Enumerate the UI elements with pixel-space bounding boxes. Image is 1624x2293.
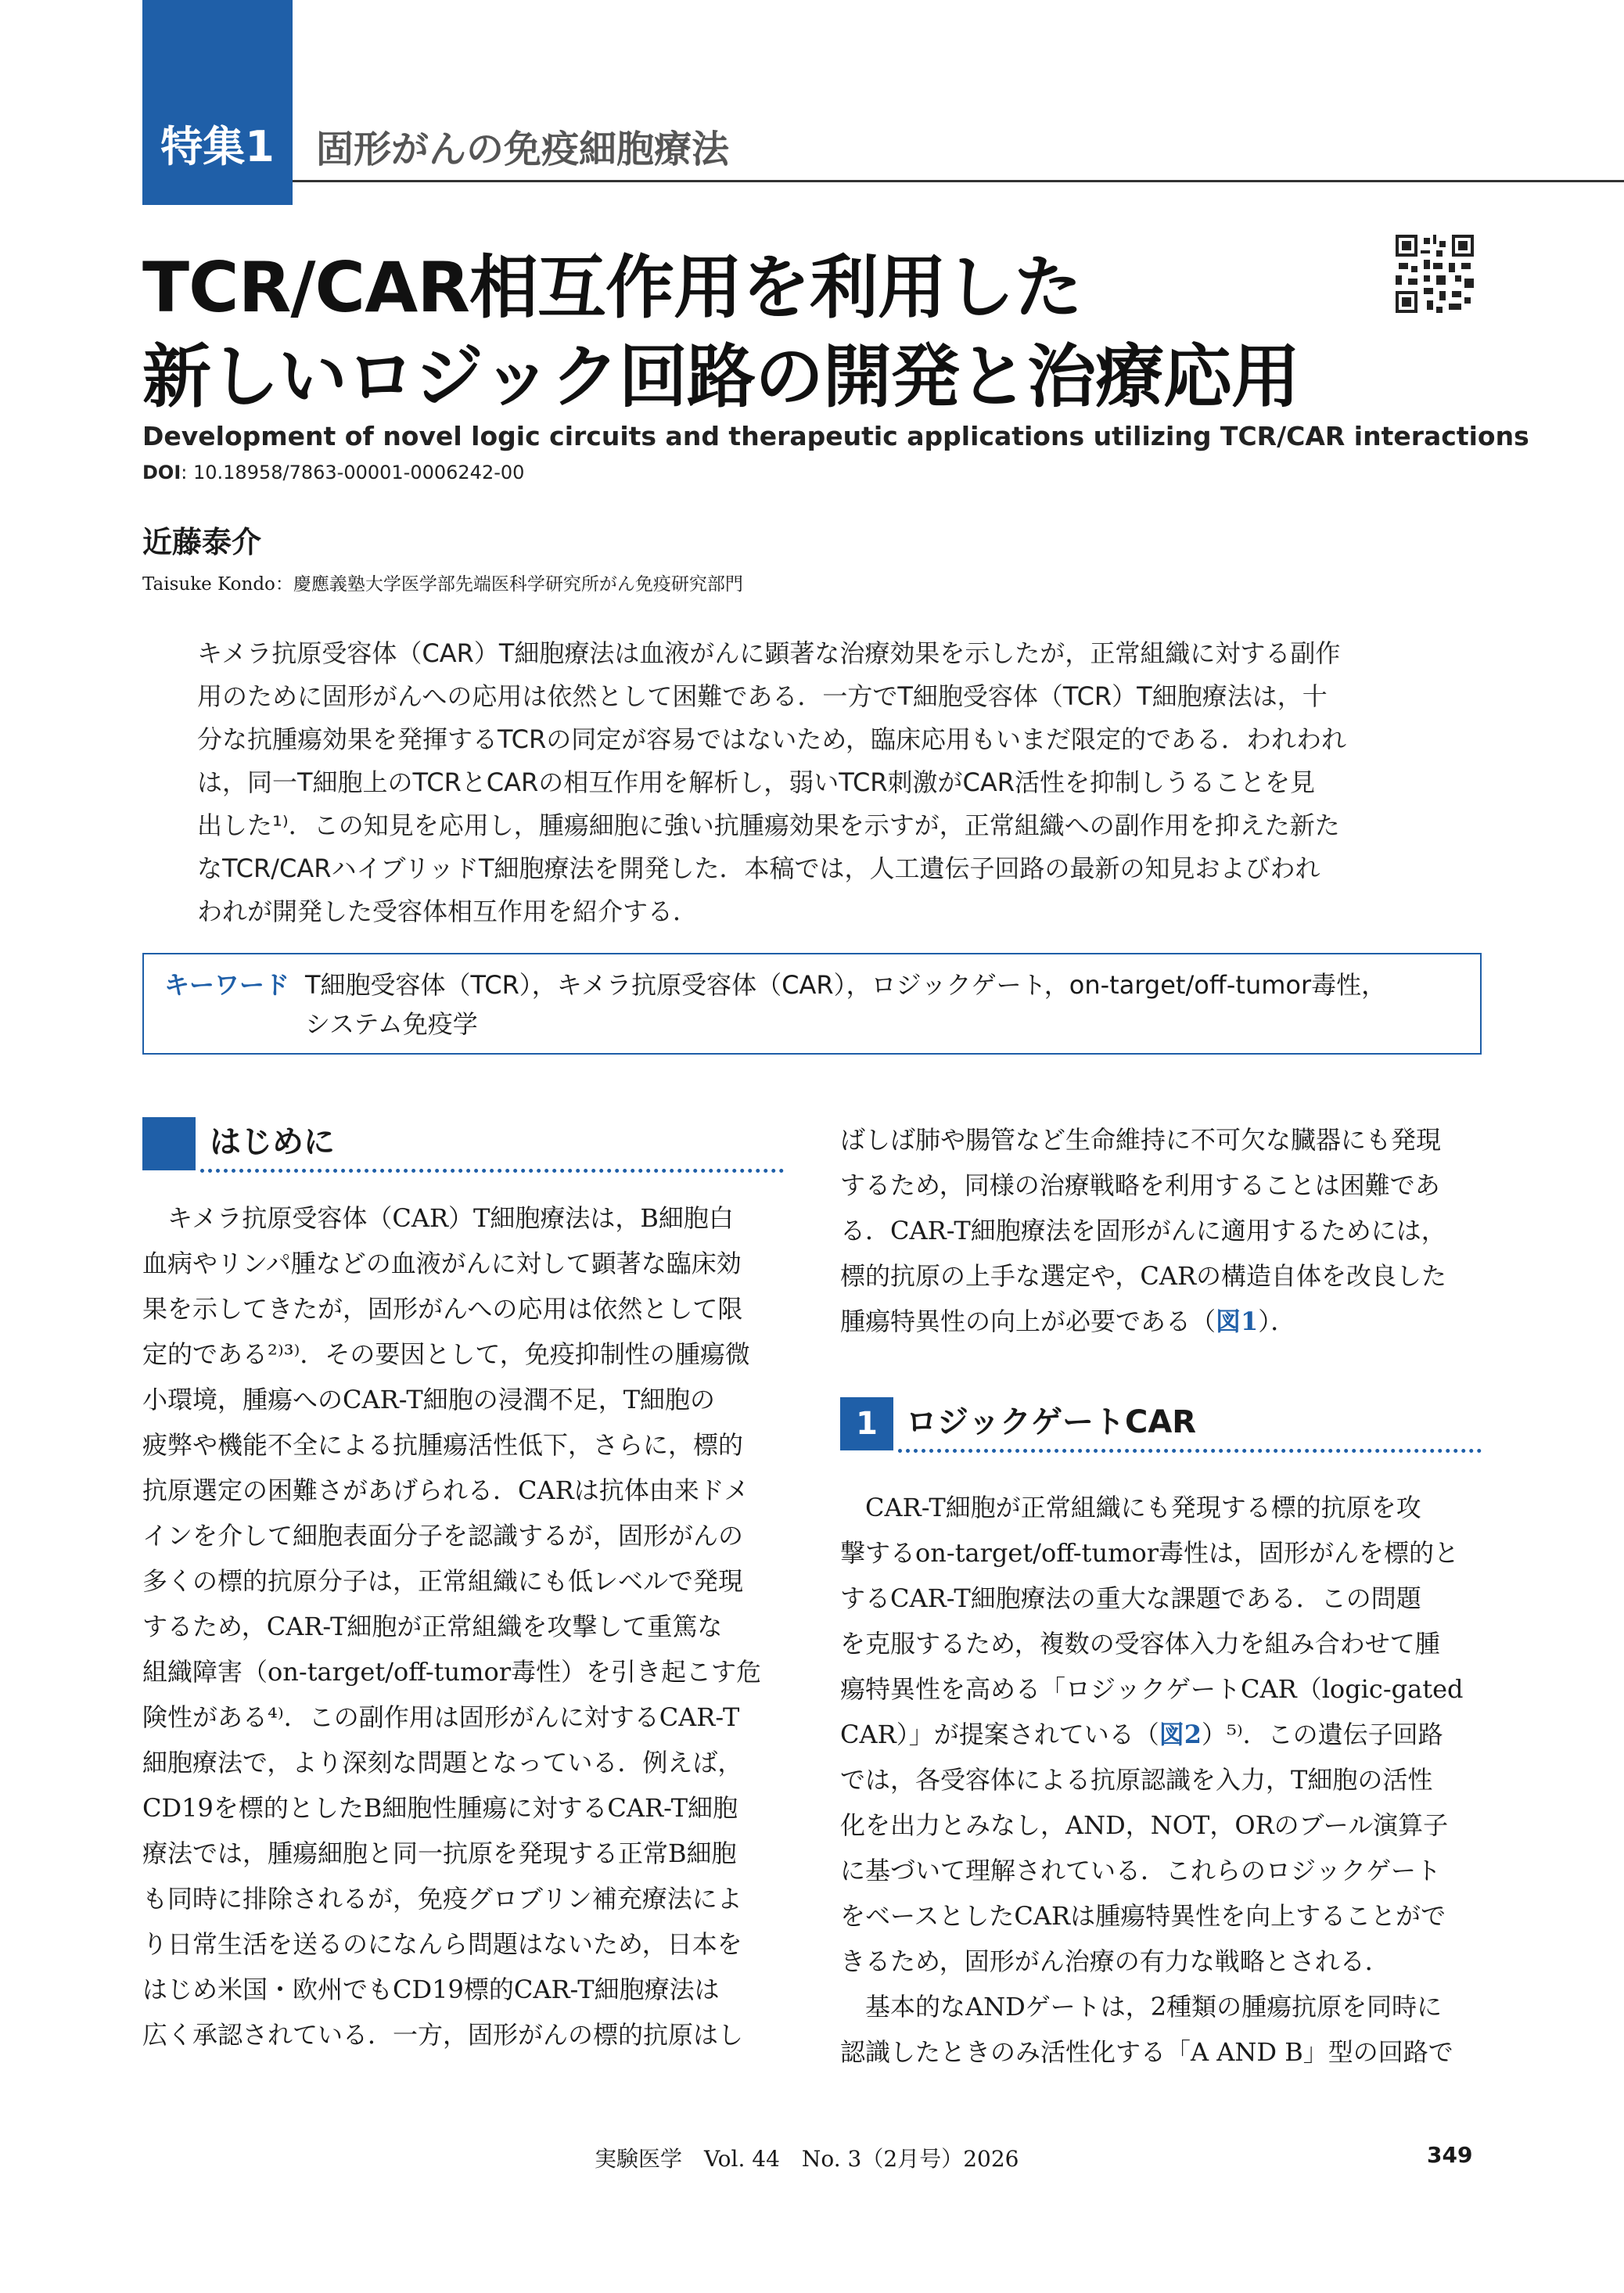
body-line: 広く承認されている．一方，固形がんの標的抗原はし [142,2020,744,2050]
body-line: きるため，固形がん治療の有力な戦略とされる． [840,1946,1390,1976]
keywords-label: キーワード [164,970,290,1000]
section-title-logic-gate: ロジックゲートCAR [906,1404,1197,1440]
abstract-line: は，同一T細胞上のTCRとCARの相互作用を解析し，弱いTCR刺激がCAR活性を抑制しうることを見 [197,767,1315,797]
body-line: 標的抗原の上手な選定や，CARの構造自体を改良した [840,1261,1447,1291]
header-rule [293,180,1624,182]
body-line: キメラ抗原受容体（CAR）T細胞療法は，B細胞白 [142,1203,734,1233]
abstract-line: 分な抗腫瘍効果を発揮するTCRの同定が容易ではないため，臨床応用もいまだ限定的である．われわれ [197,724,1346,754]
footer-journal: 実験医学 Vol. 44 No. 3（2月号）2026 [595,2146,1019,2172]
body-line: 定的である²⁾³⁾．その要因として，免疫抑制性の腫瘍微 [142,1339,750,1369]
article-title-line-1: TCR/CAR相互作用を利用した [142,247,1082,328]
section-marker [142,1117,196,1170]
text: ）⁵⁾．この遺伝子回路 [1201,1720,1443,1749]
abstract-line: 出した¹⁾．この知見を応用し，腫瘍細胞に強い抗腫瘍効果を示すが，正常組織への副作用を抑えた新た [197,810,1340,840]
figure-1-link[interactable]: 図1 [1216,1306,1259,1336]
body-line: 血病やリンパ腫などの血液がんに対して顕著な臨床効 [142,1249,742,1278]
keywords-line: T細胞受容体（TCR），キメラ抗原受容体（CAR），ロジックゲート，on-target/off-tumor毒性， [305,970,1387,1000]
series-title: 固形がんの免疫細胞療法 [316,128,730,171]
abstract-line: キメラ抗原受容体（CAR）T細胞療法は血液がんに顕著な治療効果を示したが，正常組織に対する副作 [197,638,1341,668]
body-line: 化を出力とみなし，AND，NOT，ORのブール演算子 [840,1810,1449,1840]
body-line: 多くの標的抗原分子は，正常組織にも低レベルで発現 [142,1566,744,1596]
body-line: 果を示してきたが，固形がんへの応用は依然として限 [142,1294,743,1324]
doi [142,462,524,483]
body-line-fig2 [840,1712,1482,1757]
section-number-badge: 1 [840,1397,893,1450]
author-affiliation: Taisuke Kondo：慶應義塾大学医学部先端医科学研究所がん免疫研究部門 [142,574,743,595]
body-line: インを介して細胞表面分子を認識するが，固形がんの [142,1521,744,1551]
right-column-text-sec1 [840,1485,1482,2075]
body-line: では，各受容体による抗原認識を入力，T細胞の活性 [840,1765,1433,1795]
body-line: に基づいて理解されている．これらのロジックゲート [840,1856,1442,1885]
body-line: 険性がある⁴⁾．この副作用は固形がんに対するCAR-T [142,1702,740,1732]
body-line: 基本的なANDゲートは，2種類の腫瘍抗原を同時に [840,1992,1443,2022]
doi-value: : 10.18958/7863-00001-0006242-00 [181,462,525,483]
feature-tag: 特集1 [142,0,293,205]
body-line: 療法では，腫瘍細胞と同一抗原を発現する正常B細胞 [142,1838,737,1868]
abstract-line: なTCR/CARハイブリッドT細胞療法を開発した．本稿では，人工遺伝子回路の最新の知見およびわれ [197,854,1320,883]
page-number: 349 [1427,2142,1473,2168]
body-line: る．CAR-T細胞療法を固形がんに適用するためには， [840,1216,1446,1245]
abstract-line: 用のために固形がんへの応用は依然として困難である．一方でT細胞受容体（TCR）T細胞療法は，十 [197,681,1328,711]
body-line: CAR-T細胞が正常組織にも発現する標的抗原を攻 [840,1493,1421,1522]
body-line: するため，同様の治療戦略を利用することは困難であ [840,1170,1440,1200]
body-line: も同時に排除されるが，免疫グロブリン補充療法によ [142,1884,742,1914]
figure-2-link[interactable]: 図2 [1159,1720,1202,1749]
body-line-fig1 [840,1299,1482,1344]
section-underline [200,1169,784,1173]
english-title: Development of novel logic circuits and therapeutic applications utilizing TCR/CAR interactions [142,421,1529,451]
abstract-line: われが開発した受容体相互作用を紹介する． [197,897,699,926]
body-line: 疲弊や機能不全による抗腫瘍活性低下，さらに，標的 [142,1430,744,1460]
author-name: 近藤泰介 [142,525,262,559]
body-line: 細胞療法で，より深刻な問題となっている．例えば， [142,1748,743,1777]
right-column-text-top [840,1117,1482,1344]
body-line: はじめ米国・欧州でもCD19標的CAR-T細胞療法は [142,1975,720,2004]
body-line: をベースとしたCARは腫瘍特異性を向上することがで [840,1901,1446,1931]
text: CAR）」が提案されている（ [840,1720,1159,1749]
section-title-intro: はじめに [210,1124,335,1160]
text: ）． [1258,1306,1296,1336]
body-line: CD19を標的としたB細胞性腫瘍に対するCAR-T細胞 [142,1793,738,1823]
body-line: するCAR-T細胞療法の重大な課題である．この問題 [840,1583,1421,1613]
body-line: 小環境，腫瘍へのCAR-T細胞の浸潤不足，T細胞の [142,1385,716,1414]
body-line: り日常生活を送るのになんら問題はないため，日本を [142,1929,742,1959]
abstract [197,632,1433,933]
qr-code-icon[interactable] [1396,235,1474,313]
keywords-line: システム免疫学 [305,1009,478,1039]
keywords-box [142,953,1482,1055]
body-line: 瘍特異性を高める「ロジックゲートCAR（logic-gated [840,1674,1464,1704]
body-line: 認識したときのみ活性化する「A AND B」型の回路で [840,2037,1453,2067]
body-line: を克服するため，複数の受容体入力を組み合わせて腫 [840,1629,1440,1659]
body-line: ばしば肺や腸管など生命維持に不可欠な臓器にも発現 [840,1125,1442,1155]
left-column-text [142,1195,784,2058]
body-line: するため，CAR-T細胞が正常組織を攻撃して重篤な [142,1612,723,1641]
body-line: 組織障害（on-target/off-tumor毒性）を引き起こす危 [142,1657,762,1687]
body-line: 撃するon-target/off-tumor毒性は，固形がんを標的と [840,1538,1460,1568]
doi-label: DOI [142,462,181,483]
text: 腫瘍特異性の向上が必要である（ [840,1306,1216,1336]
article-title-line-2: 新しいロジック回路の開発と治療応用 [142,336,1300,417]
section-underline [898,1449,1482,1453]
body-line: 抗原選定の困難さがあげられる．CARは抗体由来ドメ [142,1475,749,1505]
